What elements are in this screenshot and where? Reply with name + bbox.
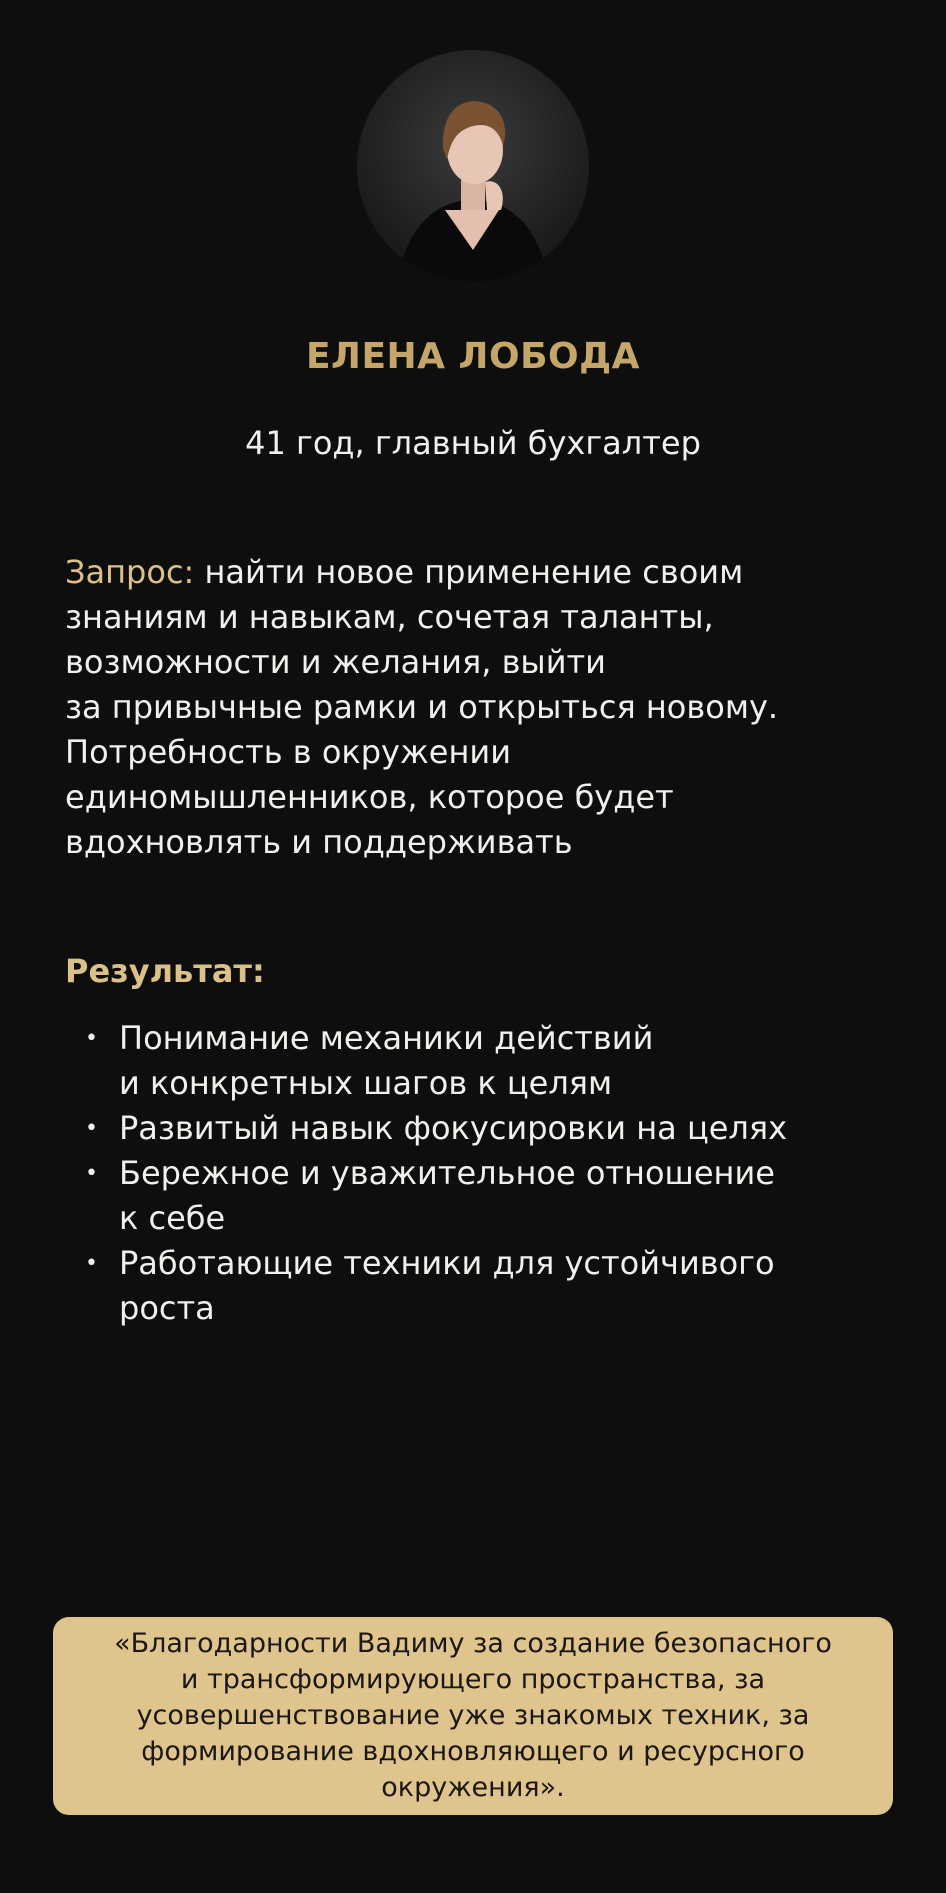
result-heading: Результат: xyxy=(65,952,265,990)
request-line: единомышленников, которое будет xyxy=(65,778,674,816)
request-line: Потребность в окружении xyxy=(65,733,511,771)
portrait-photo xyxy=(357,50,589,282)
testimonial-card xyxy=(53,1617,893,1815)
list-item xyxy=(65,1106,925,1151)
quote-line: усовершенствование уже знакомых техник, за xyxy=(136,1700,810,1731)
request-first-line xyxy=(65,550,905,595)
request-line: вдохновлять и поддерживать xyxy=(65,823,573,861)
list-item xyxy=(65,1151,925,1241)
list-item-line: роста xyxy=(119,1289,215,1327)
list-item xyxy=(65,1016,925,1106)
person-name: ЕЛЕНА ЛОБОДА xyxy=(305,336,641,377)
person-subtitle: 41 год, главный бухгалтер xyxy=(245,424,701,462)
list-item-line: Понимание механики действий xyxy=(119,1019,654,1057)
request-line: знаниям и навыкам, сочетая таланты, xyxy=(65,598,714,636)
request-line: возможности и желания, выйти xyxy=(65,643,606,681)
list-item-line: к себе xyxy=(119,1199,226,1237)
list-item-line: Бережное и уважительное отношение xyxy=(119,1154,775,1192)
bullet-icon: • xyxy=(85,1161,98,1186)
testimonial-quote xyxy=(114,1626,832,1806)
list-item-line: и конкретных шагов к целям xyxy=(119,1064,613,1102)
quote-line: «Благодарности Вадиму за создание безопасного xyxy=(114,1628,832,1659)
request-label: Запрос: xyxy=(65,553,195,591)
avatar xyxy=(357,50,589,282)
bullet-icon: • xyxy=(85,1251,98,1276)
bullet-icon: • xyxy=(85,1116,98,1141)
result-list xyxy=(65,1016,925,1331)
request-line: за привычные рамки и открыться новому. xyxy=(65,688,779,726)
quote-line: окружения». xyxy=(381,1772,565,1803)
quote-line: и трансформирующего пространства, за xyxy=(180,1664,766,1695)
request-line: найти новое применение своим xyxy=(194,553,744,591)
list-item-line: Работающие техники для устойчивого xyxy=(119,1244,775,1282)
quote-line: формирование вдохновляющего и ресурсного xyxy=(141,1736,805,1767)
request-paragraph xyxy=(65,550,905,865)
list-item xyxy=(65,1241,925,1331)
bullet-icon: • xyxy=(85,1026,98,1051)
list-item-line: Развитый навык фокусировки на целях xyxy=(119,1109,788,1147)
